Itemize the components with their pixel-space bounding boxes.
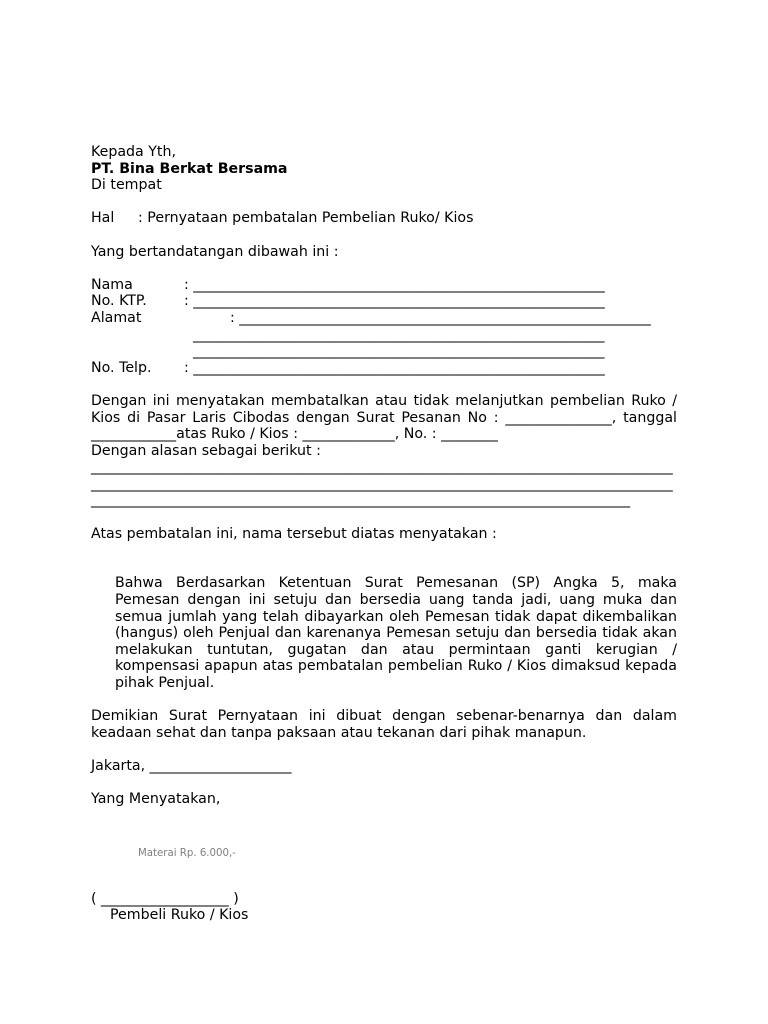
field-alamat	[91, 310, 677, 327]
field-telp-blank: : __________________________________________________________	[184, 359, 605, 376]
statement-line: Kios di Pasar Laris Cibodas dengan Surat Pesanan No : _______________, tanggal	[91, 409, 677, 426]
declaration-intro: Atas pembatalan ini, nama tersebut diatas menyatakan :	[91, 525, 497, 542]
place-date-line: Jakarta, ____________________	[91, 757, 292, 774]
subject-line	[91, 210, 677, 227]
recipient-company: PT. Bina Berkat Bersama	[91, 160, 288, 177]
field-nama	[91, 277, 677, 294]
field-ktp-blank: : __________________________________________________________	[184, 293, 605, 310]
declaration-paragraph	[115, 575, 677, 691]
closing-line: Demikian Surat Pernyataan ini dibuat dengan sebenar-benarnya dan dalam	[91, 708, 677, 725]
signer-title: Pembeli Ruko / Kios	[110, 907, 249, 924]
recipient-place: Di tempat	[91, 177, 162, 194]
field-alamat-blank: : __________________________________________________________	[230, 309, 651, 326]
declaration-line: semua jumlah yang telah dibayarkan oleh Pemesan tidak dapat dikembalikan	[115, 608, 677, 625]
statement-line: ____________atas Ruko / Kios : _____________, No. : ________	[91, 426, 498, 443]
field-alamat-continuation: __________________________________________________________	[193, 343, 605, 360]
field-nama-label: Nama	[91, 276, 133, 293]
declaration-line: Pemesan dengan ini setuju dan bersedia uang tanda jadi, uang muka dan	[115, 592, 677, 609]
signatory-label: Yang Menyatakan,	[91, 791, 221, 808]
signature-line: ( __________________ )	[91, 890, 239, 907]
field-nama-blank: : __________________________________________________________	[184, 276, 605, 293]
statement-line: Dengan ini menyatakan membatalkan atau tidak melanjutkan pembelian Ruko /	[91, 392, 677, 409]
recipient-salutation: Kepada Yth,	[91, 144, 176, 160]
declaration-line: melakukan tuntutan, gugatan dan atau permintaan ganti kerugian /	[115, 641, 677, 658]
letter-body	[91, 144, 677, 924]
reason-blank-line: __________________________________________________________________________________	[91, 459, 673, 476]
subject-label: Hal	[91, 210, 115, 227]
field-alamat-label: Alamat	[91, 309, 142, 326]
declaration-line: (hangus) oleh Penjual dan karenanya Pemesan setuju dan bersedia tidak akan	[115, 625, 677, 642]
closing-line: keadaan sehat dan tanpa paksaan atau tekanan dari pihak manapun.	[91, 724, 587, 741]
stamp-duty-note: Materai Rp. 6.000,-	[138, 848, 236, 859]
declaration-line: kompensasi apapun atas pembatalan pembelian Ruko / Kios dimaksud kepada	[115, 658, 677, 675]
declaration-line: pihak Penjual.	[115, 675, 215, 691]
subject-value: : Pernyataan pembatalan Pembelian Ruko/ Kios	[138, 210, 474, 227]
reason-label: Dengan alasan sebagai berikut :	[91, 442, 321, 459]
field-ktp-label: No. KTP.	[91, 293, 147, 310]
field-telp-label: No. Telp.	[91, 359, 152, 376]
declaration-line: Bahwa Berdasarkan Ketentuan Surat Pemesanan (SP) Angka 5, maka	[115, 575, 677, 592]
reason-blank-line: __________________________________________________________________________________	[91, 475, 673, 492]
field-telp	[91, 360, 677, 377]
intro-text: Yang bertandatangan dibawah ini :	[91, 243, 339, 260]
field-ktp	[91, 293, 677, 310]
reason-blank-line: ____________________________________________________________________________	[91, 492, 631, 509]
field-alamat-continuation: __________________________________________________________	[193, 326, 605, 343]
